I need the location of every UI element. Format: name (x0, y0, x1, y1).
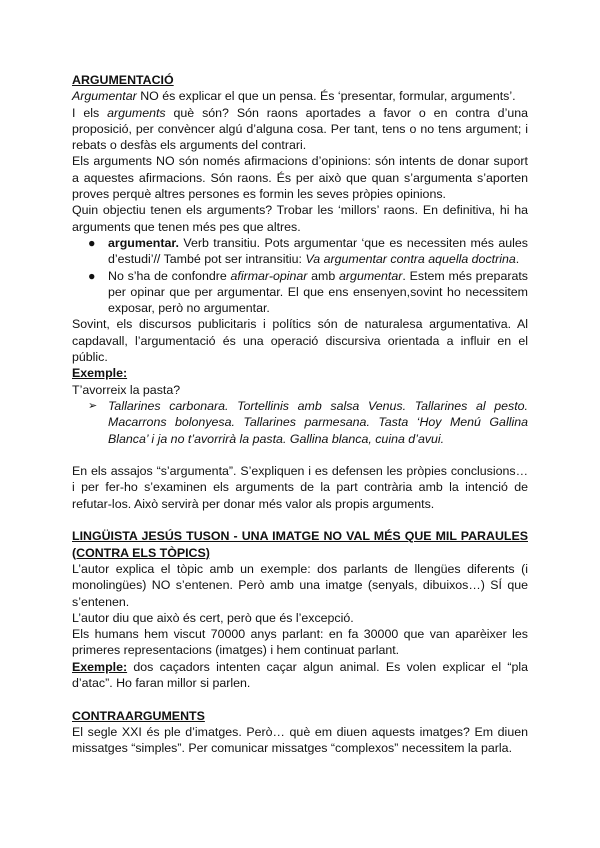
paragraph: Quin objectiu tenen els arguments? Trobar les ‘millors’ raons. En definitiva, hi ha arguments que tenen més pes que altres. (72, 203, 528, 234)
section-title-tuson: LINGÜISTA JESÚS TUSON - UNA IMATGE NO VAL MÉS QUE MIL PARAULES (CONTRA ELS TÒPICS) (72, 529, 528, 560)
paragraph: Sovint, els discursos publicitaris i polítics són de naturalesa argumentativa. Al capdavall, l’argumentació és una operació discursiva orientada a influir en el públic. (72, 317, 528, 365)
bold-term: argumentar. (108, 235, 179, 250)
text: . Estem més preparats per opinar que per argumentar. El que ens ensenyen,sovint ho necessitem exposar, però no argumentar. (108, 268, 528, 316)
paragraph (72, 88, 528, 104)
italic-example: Va argumentar contra aquella doctrina (305, 252, 516, 267)
list-item (72, 235, 528, 268)
paragraph (72, 659, 528, 692)
text: NO és explicar el que un pensa. És ‘presentar, formular, arguments’. (136, 89, 516, 104)
italic-term: afirmar-opinar (230, 268, 308, 283)
text: No s’ha de confondre (108, 268, 231, 283)
paragraph (72, 105, 528, 154)
list-item (72, 268, 528, 317)
paragraph: Els arguments NO són només afirmacions d’opinions: són intents de donar suport a aquestes afirmacions. Són raons. És per això que quan s’argumenta s’aporten proves perquè altres persones es formin les seves pròpies opinions. (72, 154, 528, 202)
section-title-contraarguments: CONTRAARGUMENTS (72, 708, 205, 723)
paragraph: L’autor explica el tòpic amb un exemple: dos parlants de llengües diferents (i monolingües) NO s’entenen. Però amb una imatge (senyals, dibuixos…) SÍ que s’entenen. (72, 561, 528, 609)
paragraph: En els assajos “s’argumenta”. S’expliquen i es defensen les pròpies conclusions… i per fer-ho s’examinen els arguments de la part contrària amb la intenció de refutar-los. Això servirà per donar més valor als propis arguments. (72, 464, 528, 511)
text: amb (307, 268, 340, 283)
section-title-argumentacio: ARGUMENTACIÓ (72, 73, 174, 87)
example-label: Exemple: (72, 366, 128, 381)
bullet-list (72, 235, 528, 316)
bullet-icon: ● (88, 268, 96, 283)
text: I els (72, 105, 108, 120)
paragraph: L’autor diu que això és cert, però que és l’excepció. (72, 610, 354, 625)
bullet-icon: ● (88, 235, 96, 250)
italic-term: argumentar (339, 268, 403, 283)
paragraph: El segle XXI és ple d’imatges. Però… què em diuen aquests imatges? Em diuen missatges “simples”. Per comunicar missatges “complexos” necessitem la parla. (72, 724, 528, 756)
text: Verb transitiu. Pots argumentar ‘que es necessiten més aules d’estudi’// També pot ser intransitiu: (108, 235, 528, 267)
text: què són? Són raons aportades a favor o en contra d’una proposició, per convèncer algú d’alguna cosa. Per tant, tens o no tens argument; i rebats o desfàs els arguments del contrari. (72, 105, 528, 153)
italic-term: arguments (107, 105, 166, 120)
arrow-list (72, 398, 528, 447)
spacer (72, 447, 528, 463)
paragraph: Els humans hem viscut 70000 anys parlant: en fa 30000 que van aparèixer les primeres representacions (imatges) i hem continuat parlant. (72, 627, 528, 658)
document-page (72, 72, 528, 756)
text: . (515, 252, 520, 267)
spacer (72, 691, 528, 707)
text: dos caçadors intenten caçar algun animal. Es volen explicar el “pla d’atac”. Ho faran millor si parlen. (72, 659, 528, 690)
arrow-bullet-icon: ➢ (88, 399, 98, 412)
italic-term: Argumentar (72, 89, 137, 104)
italic-example: Tallarines carbonara. Tortellinis amb salsa Venus. Tallarines al pesto. Macarrons bolonyesa. Tallarines parmesana. Tasta ‘Hoy Menú Gallina Blanca’ i ja no t’avorrirà la pasta. Gallina blanca, cuina d’avui. (108, 398, 528, 446)
example-label: Exemple: (72, 659, 128, 674)
list-item (72, 398, 528, 447)
paragraph: T’avorreix la pasta? (72, 382, 181, 397)
spacer (72, 512, 528, 528)
